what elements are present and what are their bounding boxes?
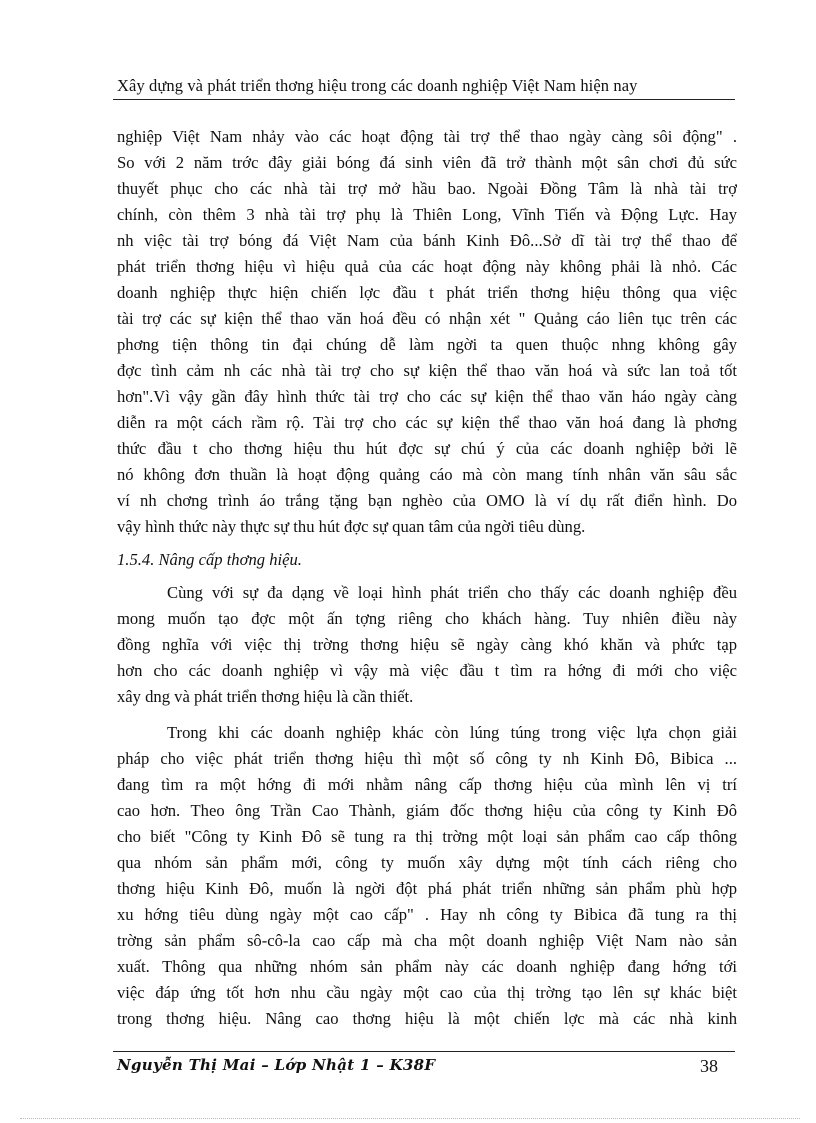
text-line: mong muốn tạo đợc một ấn tợng riêng cho khách hàng. Tuy nhiên điều này [117, 609, 737, 628]
footer-divider [113, 1051, 735, 1052]
paragraph-gap [117, 710, 737, 720]
text-line: đang tìm ra một hớng đi mới nhằm nâng cấp thơng hiệu của mình lên vị trí [117, 775, 737, 794]
text-line: nh việc tài trợ bóng đá Việt Nam của bánh Kinh Đô...Sở dĩ tài trợ thể thao để [117, 231, 737, 250]
page-number: 38 [700, 1056, 718, 1076]
paragraph-brand-upgrade [117, 580, 737, 710]
text-line: xây dng và phát triển thơng hiệu là cần thiết. [117, 687, 414, 706]
text-line: việc đáp ứng tốt hơn nhu cầu ngày một cao của thị trờng tạo lên sự khác biệt [117, 983, 737, 1002]
text-line: So với 2 năm trớc đây giải bóng đá sinh viên đã trở thành một sân chơi đủ sức [117, 153, 737, 172]
text-line: trờng sản phẩm sô-cô-la cao cấp mà cha một doanh nghiệp Việt Nam nào sản [117, 931, 737, 950]
text-line: nó không đơn thuần là hoạt động quảng cáo mà còn mang tính nhân văn sâu sắc [117, 465, 737, 484]
text-line: qua nhóm sản phẩm mới, công ty muốn xây dựng một tính cách riêng cho [117, 853, 737, 872]
running-header: Xây dựng và phát triển thơng hiệu trong các doanh nghiệp Việt Nam hiện nay [117, 76, 638, 95]
text-line: cho biết "Công ty Kinh Đô sẽ tung ra thị trờng một loại sản phẩm cao cấp thông [117, 827, 737, 846]
text-line: đồng nghĩa với việc thị trờng thơng hiệu sẽ ngày càng khó khăn và phức tạp [117, 635, 737, 654]
text-line: diễn ra một cách rầm rộ. Tài trợ cho các sự kiện thể thao văn hoá đang là phơng [117, 413, 737, 432]
text-line: thức đầu t cho thơng hiệu thu hút đợc sự chú ý của các doanh nghiệp bởi lẽ [117, 439, 737, 458]
text-line: tài trợ các sự kiện thể thao văn hoá đều có nhận xét " Quảng cáo liên tục trên các [117, 309, 737, 328]
paragraph-sponsorship [117, 124, 737, 540]
text-line: nghiệp Việt Nam nhảy vào các hoạt động tài trợ thể thao ngày càng sôi động" . [117, 127, 737, 146]
page-edge-divider [20, 1118, 800, 1119]
text-line: thuyết phục cho các nhà tài trợ mở hầu bao. Ngoài Đồng Tâm là nhà tài trợ [117, 179, 737, 198]
text-line: doanh nghiệp thực hiện chiến lợc đầu t phát triển thơng hiệu thông qua việc [117, 283, 737, 302]
text-line: vậy hình thức này thực sự thu hút đợc sự quan tâm của ngời tiêu dùng. [117, 517, 586, 536]
text-line: xuất. Thông qua những nhóm sản phẩm này các doanh nghiệp đang hớng tới [117, 957, 737, 976]
page-body [117, 124, 737, 1032]
header-divider [113, 99, 735, 100]
text-line: trong thơng hiệu. Nâng cao thơng hiệu là một chiến lợc mà các nhà kinh [117, 1009, 737, 1028]
text-line: hơn".Vì vậy gần đây hình thức tài trợ cho các sự kiện thể thao văn háo ngày càng [117, 387, 737, 406]
text-line: cao hơn. Theo ông Trần Cao Thành, giám đốc thơng hiệu của công ty Kinh Đô [117, 801, 737, 820]
text-line: pháp cho việc phát triển thơng hiệu thì một số công ty nh Kinh Đô, Bibica ... [117, 749, 737, 768]
text-line: hơn cho các doanh nghiệp vì vậy mà việc đầu t tìm ra hớng đi mới cho việc [117, 661, 737, 680]
text-line: Trong khi các doanh nghiệp khác còn lúng túng trong việc lựa chọn giải [167, 723, 737, 742]
text-line: xu hớng tiêu dùng ngày một cao cấp" . Hay nh công ty Bibica đã tung ra thị [117, 905, 737, 924]
text-line: Cùng với sự đa dạng về loại hình phát triển cho thấy các doanh nghiệp đều [167, 583, 737, 602]
section-heading: 1.5.4. Nâng cấp thơng hiệu. [117, 550, 302, 569]
text-line: đợc tình cảm nh các nhà tài trợ cho sự kiện thể thao văn hoá và sức lan toả tốt [117, 361, 737, 380]
paragraph-kinh-do-bibica [117, 720, 737, 1032]
text-line: thơng hiệu Kinh Đô, muốn là ngời đột phá phát triển những sản phẩm phù hợp [117, 879, 737, 898]
text-line: phơng tiện thông tin đại chúng dễ làm ngời ta quen thuộc nhng không gây [117, 335, 737, 354]
text-line: phát triển thơng hiệu vì hiệu quả của các hoạt động này không phải là nhỏ. Các [117, 257, 737, 276]
footer-author: Nguyễn Thị Mai – Lớp Nhật 1 – K38F [117, 1056, 436, 1074]
text-line: ví nh chơng trình áo trắng tặng bạn nghèo của OMO là ví dụ rất điển hình. Do [117, 491, 737, 510]
text-line: chính, còn thêm 3 nhà tài trợ phụ là Thiên Long, Vĩnh Tiến và Động Lực. Hay [117, 205, 737, 224]
